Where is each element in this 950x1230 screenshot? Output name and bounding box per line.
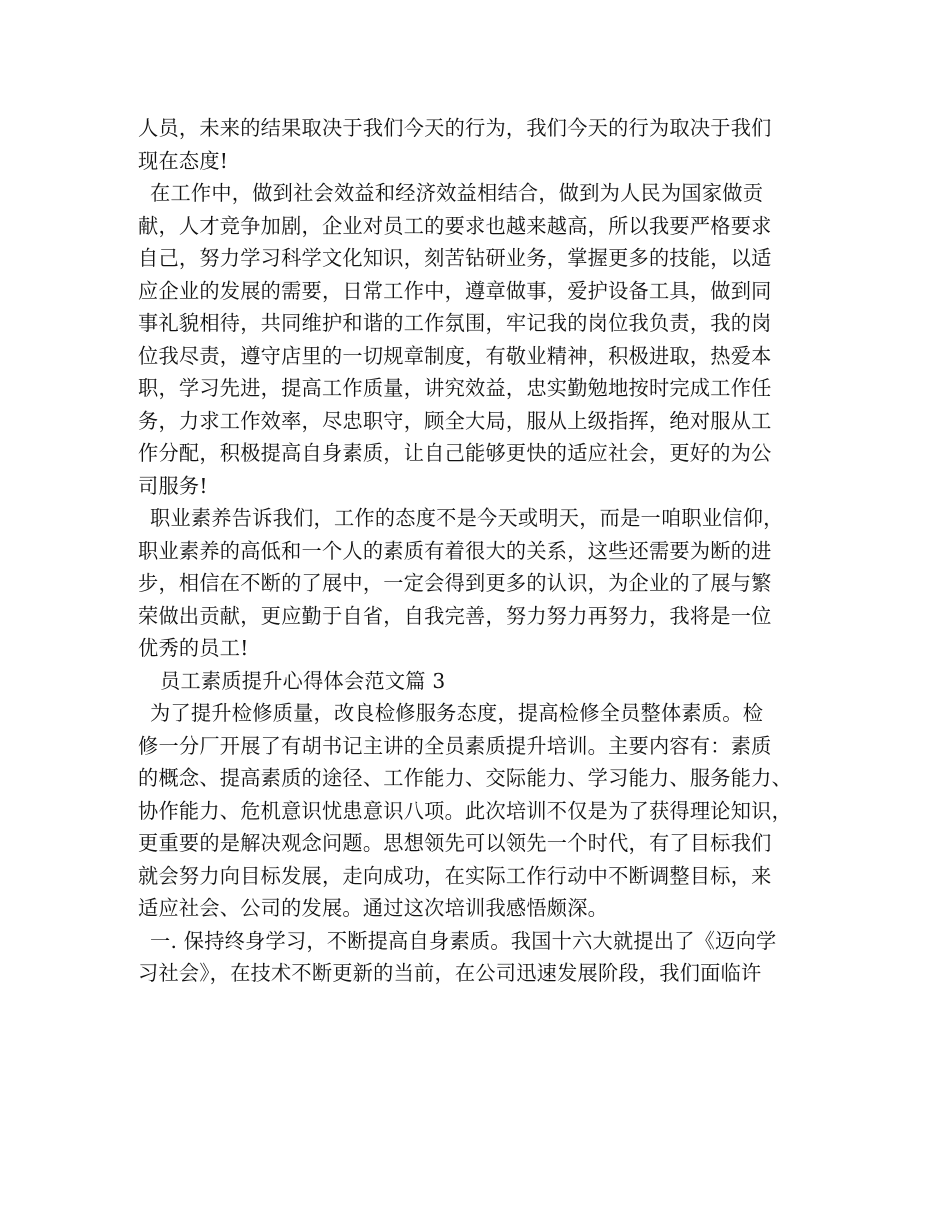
text-line: 协作能力、危机意识忧患意识八项。此次培训不仅是为了获得理论知识， (138, 798, 793, 823)
paragraph-start-line: 职业素养告诉我们，工作的态度不是今天或明天，而是一咱职业信仰， (150, 506, 784, 530)
document-body (138, 112, 828, 990)
text-line: 适应社会、公司的发展。通过这次培训我感悟颇深。 (138, 896, 609, 920)
text-line: 职业素养的高低和一个人的素质有着很大的关系，这些还需要为断的进 (138, 538, 772, 563)
text-line: 习社会》，在技术不断更新的当前，在公司迅速发展阶段，我们面临许 (138, 961, 762, 985)
text-line: 更重要的是解决观念问题。思想领先可以领先一个时代，有了目标我们 (138, 831, 772, 855)
text-line: 人员，未来的结果取决于我们今天的行为，我们今天的行为取决于我们 (138, 116, 772, 140)
text-line: 修一分厂开展了有胡书记主讲的全员素质提升培训。主要内容有：素质 (138, 733, 772, 758)
text-line: 应企业的发展的需要，日常工作中，遵章做事，爱护设备工具，做到同 (138, 278, 772, 303)
text-line: 现在态度! (138, 148, 229, 173)
text-line: 位我尽责，遵守店里的一切规章制度，有敬业精神，积极进取，热爱本 (138, 343, 772, 368)
paragraph-start-line: 在工作中，做到社会效益和经济效益相结合，做到为人民为国家做贡 (150, 181, 764, 205)
text-line: 自己，努力学习科学文化知识，刻苦钻研业务，掌握更多的技能，以适 (138, 246, 772, 270)
text-line: 荣做出贡献，更应勤于自省，自我完善，努力努力再努力，我将是一位 (138, 603, 772, 628)
paragraph-start-line: 为了提升检修质量，改良检修服务态度，提高检修全员整体素质。检 (150, 701, 764, 725)
section-heading: 员工素质提升心得体会范文篇 3 (160, 668, 446, 693)
text-line: 司服务! (138, 473, 208, 498)
text-line: 就会努力向目标发展，走向成功，在实际工作行动中不断调整目标，来 (138, 863, 772, 888)
text-line: 职，学习先进，提高工作质量，讲究效益，忠实勤勉地按时完成工作任 (138, 376, 772, 400)
text-line: 优秀的员工! (138, 636, 249, 660)
text-line: 作分配，积极提高自身素质，让自己能够更快的适应社会，更好的为公 (138, 441, 772, 465)
text-line: 献，人才竞争加剧，企业对员工的要求也越来越高，所以我要严格要求 (138, 213, 772, 238)
text-line: 的概念、提高素质的途径、工作能力、交际能力、学习能力、服务能力、 (138, 766, 793, 790)
paragraph-start-line: 一. 保持终身学习，不断提高自身素质。我国十六大就提出了《迈向学 (150, 928, 777, 953)
text-line: 事礼貌相待，共同维护和谐的工作氛围，牢记我的岗位我负责，我的岗 (138, 311, 772, 335)
text-line: 务，力求工作效率，尽忠职守，顾全大局，服从上级指挥，绝对服从工 (138, 408, 772, 433)
text-line: 步，相信在不断的了展中，一定会得到更多的认识，为企业的了展与繁 (138, 571, 772, 595)
